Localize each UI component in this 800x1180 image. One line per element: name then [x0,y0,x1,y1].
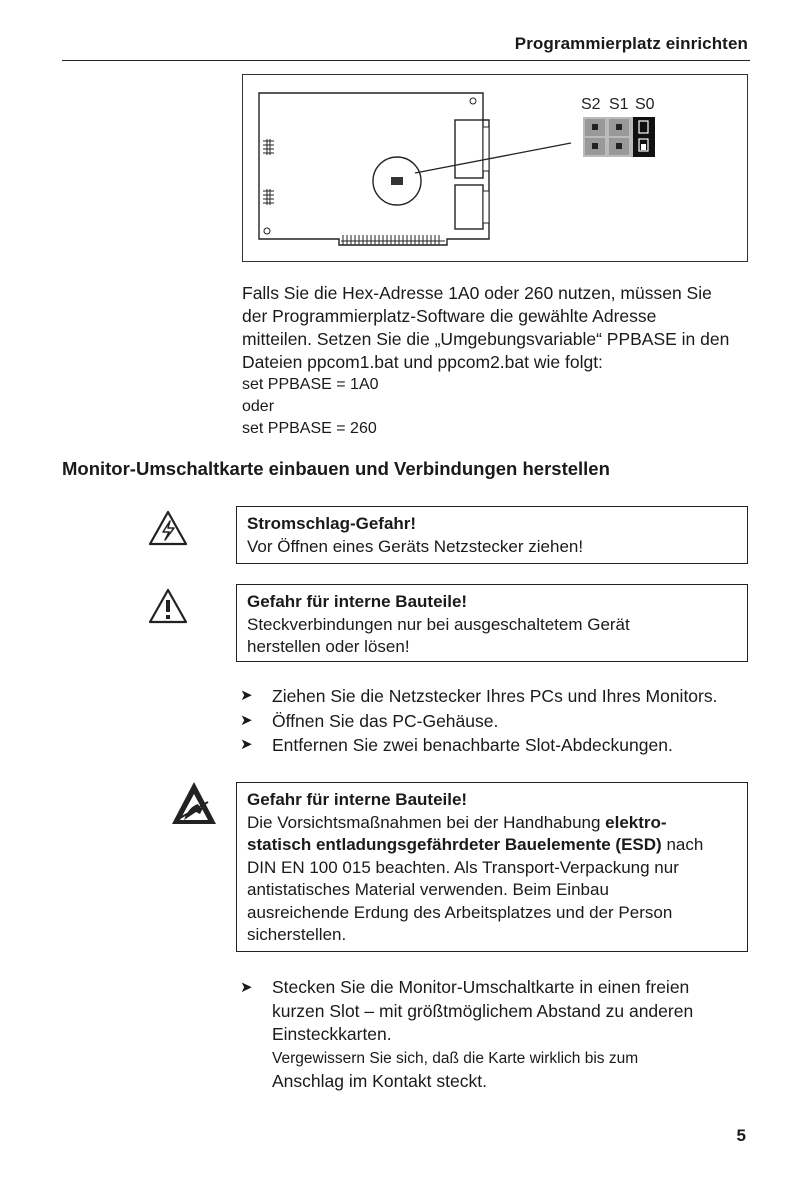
electric-shock-warning-icon [148,510,188,546]
chip-2 [263,189,274,205]
warning-text: Steckverbindungen nur bei ausgeschaltetem Gerät [247,614,630,634]
step-text: kurzen Slot – mit größtmöglichem Abstand zu anderen [272,1000,694,1021]
final-step [240,976,760,1094]
code-line: oder [242,398,275,415]
intro-line: mitteilen. Setzen Sie die „Umgebungsvariable“ PPBASE in den [242,329,730,349]
warning-text: sicherstellen. [247,925,347,944]
arrow-bullet-icon: ➤ [240,687,253,704]
card-figure [242,74,748,262]
warning-title: Stromschlag-Gefahr! [247,514,417,533]
list-item [240,976,760,1094]
warning-text: nach [661,835,704,854]
connector-top [455,120,483,178]
list-item [240,684,760,709]
warning-text: Die Vorsichtsmaßnahmen bei der Handhabung [247,812,606,832]
switch-label-s1: S1 [609,96,629,113]
warning-text-line [247,812,737,835]
dip-switch-small [391,177,403,185]
list-item [240,733,760,758]
warning-title: Gefahr für interne Bauteile! [247,592,468,611]
switch-label-s2: S2 [581,96,601,113]
chip-1 [263,139,274,155]
warning-emphasis: statisch entladungsgefährdeter Bauelemente (ESD) [247,835,662,854]
step-text: Öffnen Sie das PC-Gehäuse. [272,710,499,731]
warning-text: DIN EN 100 015 beachten. Als Transport-Verpackung nur [247,857,679,877]
step-text: Stecken Sie die Monitor-Umschaltkarte in einen freien [272,977,690,997]
warning-text: antistatisches Material verwenden. Beim Einbau [247,880,609,899]
card-hole-top [470,98,476,104]
intro-line: Falls Sie die Hex-Adresse 1A0 oder 260 nutzen, müssen Sie [242,283,712,303]
intro-line: Dateien ppcom1.bat und ppcom2.bat wie folgt: [242,352,603,372]
header-rule [62,60,750,61]
connector-bottom-plate [483,191,489,223]
warning-box-esd [236,782,748,952]
warning-title: Gefahr für interne Bauteile! [247,790,468,809]
warning-text: Vor Öffnen eines Geräts Netzstecker ziehen! [247,536,584,556]
arrow-bullet-icon: ➤ [240,979,253,996]
page-header-title: Programmierplatz einrichten [514,34,748,53]
intro-line: der Programmierplatz-Software die gewählte Adresse [242,306,657,326]
section-heading: Monitor-Umschaltkarte einbauen und Verbindungen herstellen [62,458,610,479]
connector-top-plate [483,127,489,171]
switch-label-s0: S0 [635,96,655,113]
esd-warning-icon [170,780,218,828]
warning-text: ausreichende Erdung des Arbeitsplatzes und der Person [247,902,673,922]
arrow-bullet-icon: ➤ [240,711,253,729]
warning-text: herstellen oder lösen! [247,637,410,656]
card-diagram [243,75,749,263]
step-note: Vergewissern Sie sich, daß die Karte wirklich bis zum [272,1049,639,1067]
warning-box-components [236,584,748,662]
warning-box-shock [236,506,748,564]
list-item [240,709,760,734]
code-line: set PPBASE = 260 [242,420,377,437]
step-text: Entfernen Sie zwei benachbarte Slot-Abdeckungen. [272,735,673,755]
steps-list [240,684,760,758]
connector-bottom [455,185,483,229]
step-note: Anschlag im Kontakt steckt. [272,1071,487,1091]
warning-emphasis: elektro- [605,812,667,832]
arrow-bullet-icon: ➤ [240,736,253,753]
edge-connector [341,235,445,245]
page-number: 5 [736,1126,746,1145]
leader-line [415,143,571,173]
caution-warning-icon [148,588,188,624]
card-hole-bottom [264,228,270,234]
warning-text-line [247,834,737,857]
final-step-body [272,976,693,1094]
code-line: set PPBASE = 1A0 [242,376,379,393]
step-text: Ziehen Sie die Netzstecker Ihres PCs und Ihres Monitors. [272,686,718,706]
dip-switch-enlarged [583,117,655,157]
intro-text [242,282,762,440]
step-text: Einsteckkarten. [272,1024,392,1044]
